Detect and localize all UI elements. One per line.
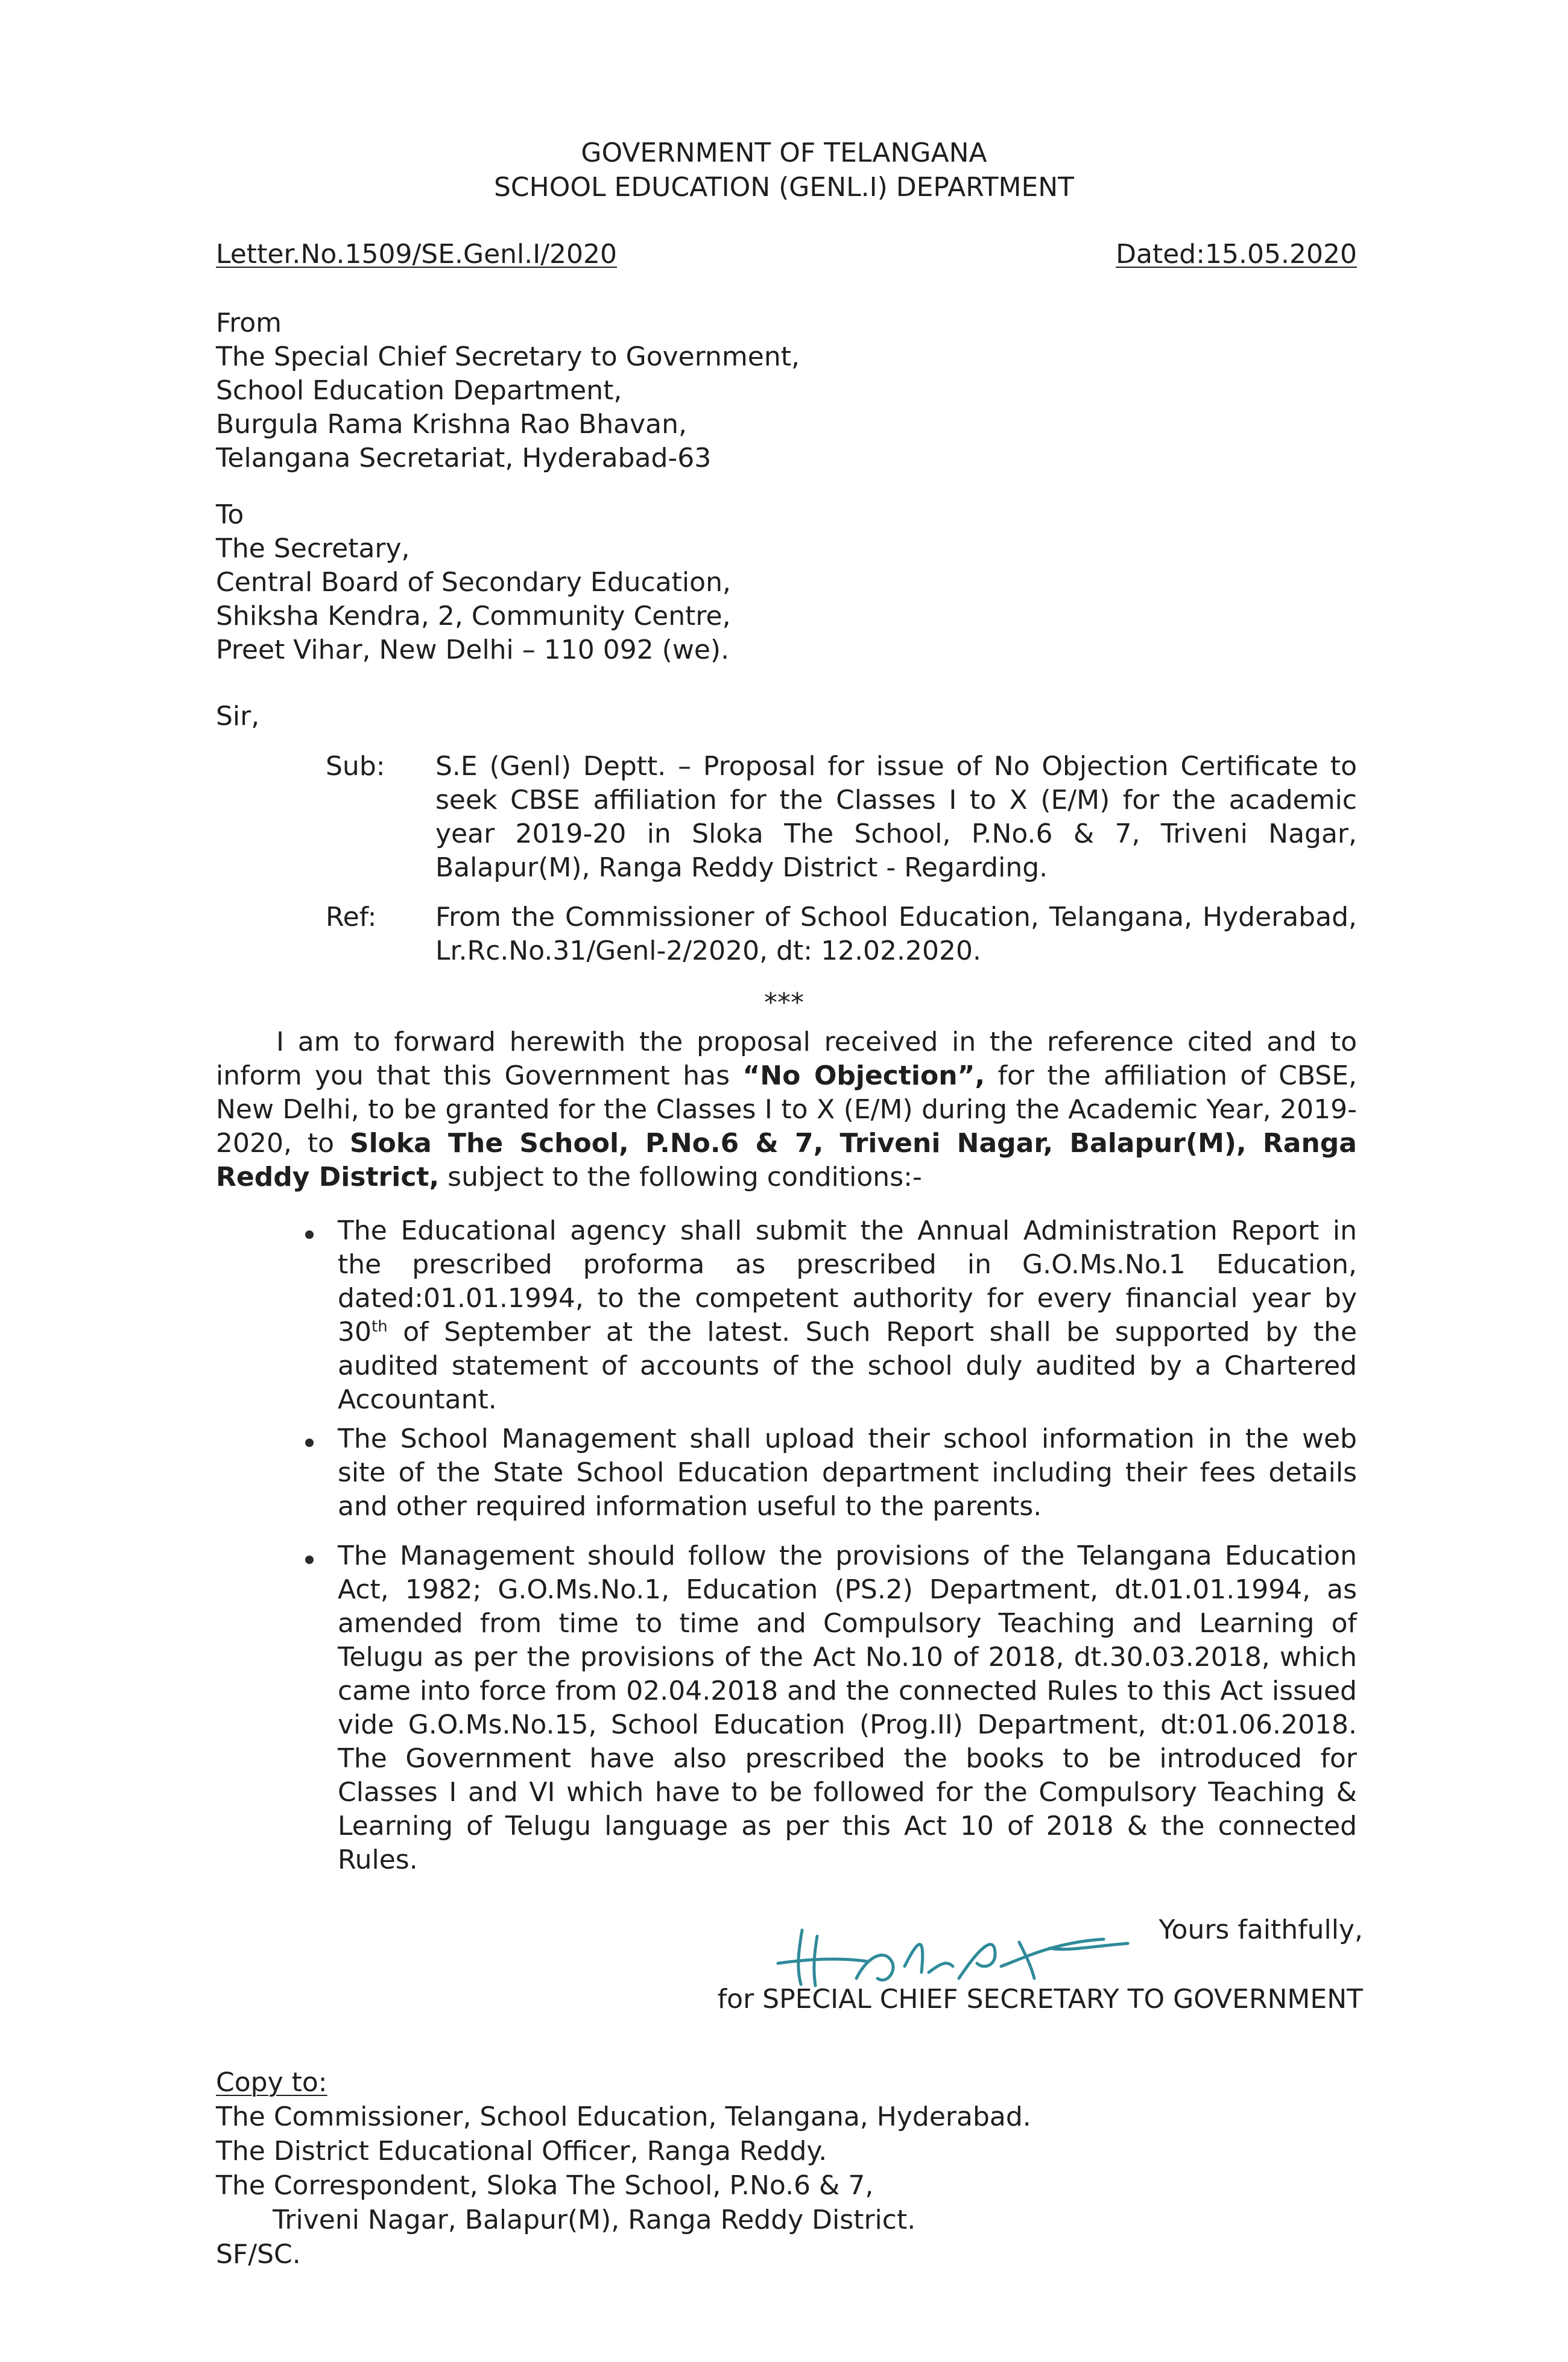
subject-label: Sub:	[326, 751, 385, 782]
bullet	[305, 1439, 314, 1447]
copy-to-label: Copy to:	[216, 2067, 327, 2098]
superscript: th	[371, 1317, 388, 1336]
to-block	[216, 498, 731, 667]
from-block	[216, 306, 800, 475]
letter-number: Letter.No.1509/SE.Genl.I/2020	[216, 239, 618, 270]
copy-to-line: SF/SC.	[216, 2239, 301, 2270]
body-text: I am to forward herewith the proposal received in the reference cited and to inform you that this Government has	[216, 1027, 1357, 1091]
reference-text: From the Commissioner of School Education, Telangana, Hyderabad, Lr.Rc.No.31/Genl-2/2020, dt: 12.02.2020.	[435, 902, 1357, 966]
signatory: for SPECIAL CHIEF SECRETARY TO GOVERNMENT	[717, 1984, 1363, 2015]
body-text: for the affiliation of CBSE, New Delhi, to be granted for the Classes I to X (E/M) during the Academic Year, 2019-2020, to	[216, 1060, 1357, 1159]
condition-text: of September at the latest. Such Report shall be supported by the audited statement of accounts of the school duly audited by a Chartered Accountant.	[338, 1317, 1357, 1415]
condition-text: The Educational agency shall submit the Annual Administration Report in the prescribed proforma as prescribed in G.O.Ms.No.1 Education, dated:01.01.1994, to the competent authority for every financial year by 30	[338, 1215, 1357, 1347]
to-line: Central Board of Secondary Education,	[216, 567, 731, 598]
closing: Yours faithfully,	[1159, 1914, 1363, 1945]
letter-date: Dated:15.05.2020	[1116, 239, 1357, 270]
condition-2: The School Management shall upload their school information in the web site of the State School Education department including their fees details and other required information useful to the parents.	[338, 1423, 1357, 1522]
header-line-2: SCHOOL EDUCATION (GENL.I) DEPARTMENT	[493, 172, 1075, 203]
school-name-emphasis: Sloka The School, P.No.6 & 7, Triveni Nagar, Balapur(M), Ranga Reddy District,	[216, 1128, 1357, 1192]
no-objection-emphasis: “No Objection”,	[742, 1060, 985, 1091]
condition-3: The Management should follow the provisions of the Telangana Education Act, 1982; G.O.Ms.No.1, Education (PS.2) Department, dt.01.01.1994, as amended from time to time and Compulsory Teaching and Learning of Telugu as per the provisions of the Act No.10 of 2018, dt.30.03.2018, which came into force from 02.04.2018 and the connected Rules to this Act issued vide G.O.Ms.No.15, School Education (Prog.II) Department, dt:01.06.2018. The Government have also prescribed the books to be introduced for Classes I and VI which have to be followed for the Compulsory Teaching & Learning of Telugu language as per this Act 10 of 2018 & the connected Rules.	[338, 1540, 1357, 1875]
copy-to-line: Triveni Nagar, Balapur(M), Ranga Reddy District.	[273, 2205, 916, 2235]
separator: ***	[764, 987, 804, 1018]
copy-to-line: The District Educational Officer, Ranga Reddy.	[216, 2136, 827, 2167]
to-line: The Secretary,	[216, 533, 410, 564]
copy-to-line: The Commissioner, School Education, Telangana, Hyderabad.	[216, 2101, 1031, 2132]
from-line: Telangana Secretariat, Hyderabad-63	[216, 443, 712, 473]
from-label: From	[216, 308, 282, 338]
to-line: Preet Vihar, New Delhi – 110 092 (we).	[216, 635, 730, 665]
to-line: Shiksha Kendra, 2, Community Centre,	[216, 601, 731, 632]
salutation: Sir,	[216, 701, 260, 732]
body-paragraph	[216, 1025, 1357, 1194]
from-line: School Education Department,	[216, 375, 622, 406]
subject-text: S.E (Genl) Deptt. – Proposal for issue of No Objection Certificate to seek CBSE affiliation for the Classes I to X (E/M) for the academic year 2019-20 in Sloka The School, P.No.6 & 7, Triveni Nagar, Balapur(M), Ranga Reddy District - Regarding.	[435, 751, 1357, 883]
condition-1	[338, 1214, 1357, 1417]
bullet	[305, 1556, 314, 1564]
header-line-1: GOVERNMENT OF TELANGANA	[581, 138, 987, 168]
bullet	[305, 1230, 314, 1239]
to-label: To	[216, 499, 244, 530]
from-line: Burgula Rama Krishna Rao Bhavan,	[216, 409, 687, 440]
from-line: The Special Chief Secretary to Government,	[216, 341, 800, 372]
copy-to-line: The Correspondent, Sloka The School, P.No.6 & 7,	[216, 2170, 874, 2201]
body-text: subject to the following conditions:-	[439, 1162, 922, 1192]
reference-label: Ref:	[326, 902, 377, 932]
